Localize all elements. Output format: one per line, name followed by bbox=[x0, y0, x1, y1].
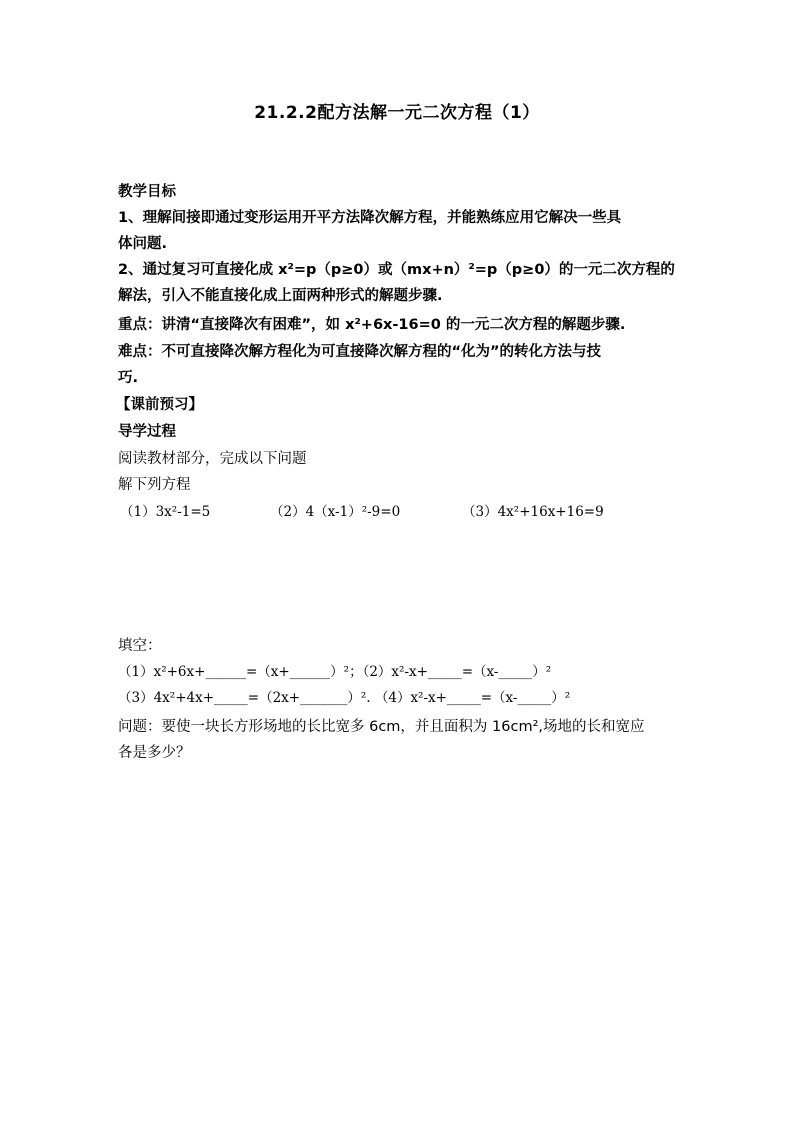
objective-1-line-2: 体问题. bbox=[118, 236, 168, 252]
difficulty-line-1: 难点：不可直接降次解方程化为可直接降次解方程的“化为”的转化方法与技 bbox=[118, 344, 602, 360]
equation-2: （2）4（x-1）²-9=0 bbox=[270, 504, 401, 520]
reading-instruction: 阅读教材部分，完成以下问题 bbox=[118, 451, 307, 467]
fill-blank-row-1: （1）x²+6x+______=（x+______）²；（2）x²-x+_____=（x-_____）² bbox=[118, 664, 552, 680]
objectives-heading: 教学目标 bbox=[118, 184, 176, 200]
objective-2-line-2: 解法，引入不能直接化成上面两种形式的解题步骤. bbox=[118, 288, 443, 304]
problem-line-2: 各是多少？ bbox=[118, 745, 191, 761]
objective-2-line-1: 2、通过复习可直接化成 x²=p（p≥0）或（mx+n）²=p（p≥0）的一元二次方程的 bbox=[118, 262, 675, 278]
objective-1-line-1: 1、理解间接即通过变形运用开平方法降次解方程，并能熟练应用它解决一些具 bbox=[118, 210, 622, 226]
preview-section-heading: 【课前预习】 bbox=[116, 397, 203, 413]
guide-process-heading: 导学过程 bbox=[118, 424, 176, 440]
fill-blank-row-2: （3）4x²+4x+_____=（2x+_______）². （4）x²-x+_____=（x-_____）² bbox=[118, 690, 571, 706]
equation-3: （3）4x²+16x+16=9 bbox=[462, 504, 604, 520]
key-point: 重点：讲清“直接降次有困难”，如 x²+6x-16=0 的一元二次方程的解题步骤. bbox=[118, 317, 626, 333]
difficulty-line-2: 巧. bbox=[118, 370, 139, 386]
problem-line-1: 问题：要使一块长方形场地的长比宽多 6cm，并且面积为 16cm²,场地的长和宽应 bbox=[118, 719, 645, 735]
page-title: 21.2.2配方法解一元二次方程（1） bbox=[254, 103, 540, 123]
fill-blank-label: 填空： bbox=[118, 638, 162, 654]
solve-label: 解下列方程 bbox=[118, 477, 191, 493]
equation-1: （1）3x²-1=5 bbox=[120, 504, 211, 520]
